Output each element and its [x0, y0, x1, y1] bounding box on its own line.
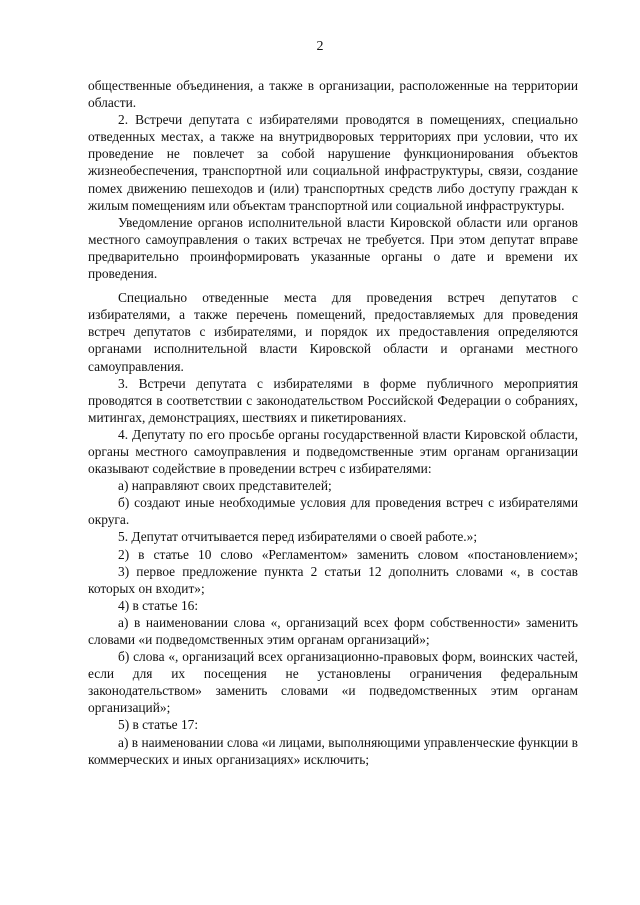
- paragraph-amendment-2: 2) в статье 10 слово «Регламентом» заменить словом «постановлением»;: [118, 546, 578, 562]
- paragraph-notification: Уведомление органов исполнительной власти Кировской области или органов местного самоуправления о таких встречах не требуется. При этом депутат вправе предварительно проинформировать указанные органы о дате и времени их проведения.: [88, 214, 578, 282]
- paragraph-item-4a: а) направляют своих представителей;: [118, 478, 332, 494]
- paragraph-amendment-4b: б) слова «, организаций всех организационно-правовых форм, воинских частей, если для их посещения не установлены ограничения федеральным законодательством» заменить словами «и подведомственных этим органам организаций»;: [88, 649, 578, 716]
- paragraph-item-5: 5. Депутат отчитывается перед избирателями о своей работе.»;: [118, 529, 478, 545]
- document-body: [88, 77, 578, 768]
- paragraph-item-4: 4. Депутату по его просьбе органы государственной власти Кировской области, органы местного самоуправления и подведомственные этим органам организации оказывают содействие в проведении встреч с избирателями:: [88, 426, 578, 477]
- paragraph-item-3: 3. Встречи депутата с избирателями в форме публичного мероприятия проводятся в соответствии с законодательством Российской Федерации о собраниях, митингах, демонстрациях, шествиях и пикетированиях.: [88, 375, 578, 425]
- paragraph-item-2: 2. Встречи депутата с избирателями проводятся в помещениях, специально отведенных местах, а также на внутридворовых территориях при условии, что их проведение не повлечет за собой нарушение функционирования объектов жизнеобеспечения, транспортной или социальной инфраструктуры, связи, создание помех движению пешеходов и (или) транспортных средств либо доступу граждан к жилым помещениям или объектам транспортной или социальной инфраструктуры.: [88, 112, 578, 213]
- paragraph-amendment-5: 5) в статье 17:: [118, 717, 199, 733]
- paragraph-amendment-4: 4) в статье 16:: [118, 597, 199, 613]
- paragraph-continuation: общественные объединения, а также в организации, расположенные на территории области.: [88, 78, 578, 111]
- paragraph-amendment-5a: а) в наименовании слова «и лицами, выполняющими управленческие функции в коммерческих и иных организациях» исключить;: [88, 734, 578, 767]
- page-number: 2: [316, 39, 324, 54]
- paragraph-amendment-4a: а) в наименовании слова «, организаций всех форм собственности» заменить словами «и подведомственных этим органам организаций»;: [88, 614, 578, 647]
- paragraph-amendment-3: 3) первое предложение пункта 2 статьи 12 дополнить словами «, в состав которых он входит»;: [88, 563, 578, 596]
- paragraph-special-places: Специально отведенные места для проведения встреч депутатов с избирателями, а также перечень помещений, предоставляемых для проведения встреч депутатов с избирателями, и порядок их предоставления определяются органами исполнительной власти Кировской области и органами местного самоуправления.: [88, 290, 578, 374]
- paragraph-item-4b: б) создают иные необходимые условия для проведения встреч с избирателями округа.: [88, 495, 578, 528]
